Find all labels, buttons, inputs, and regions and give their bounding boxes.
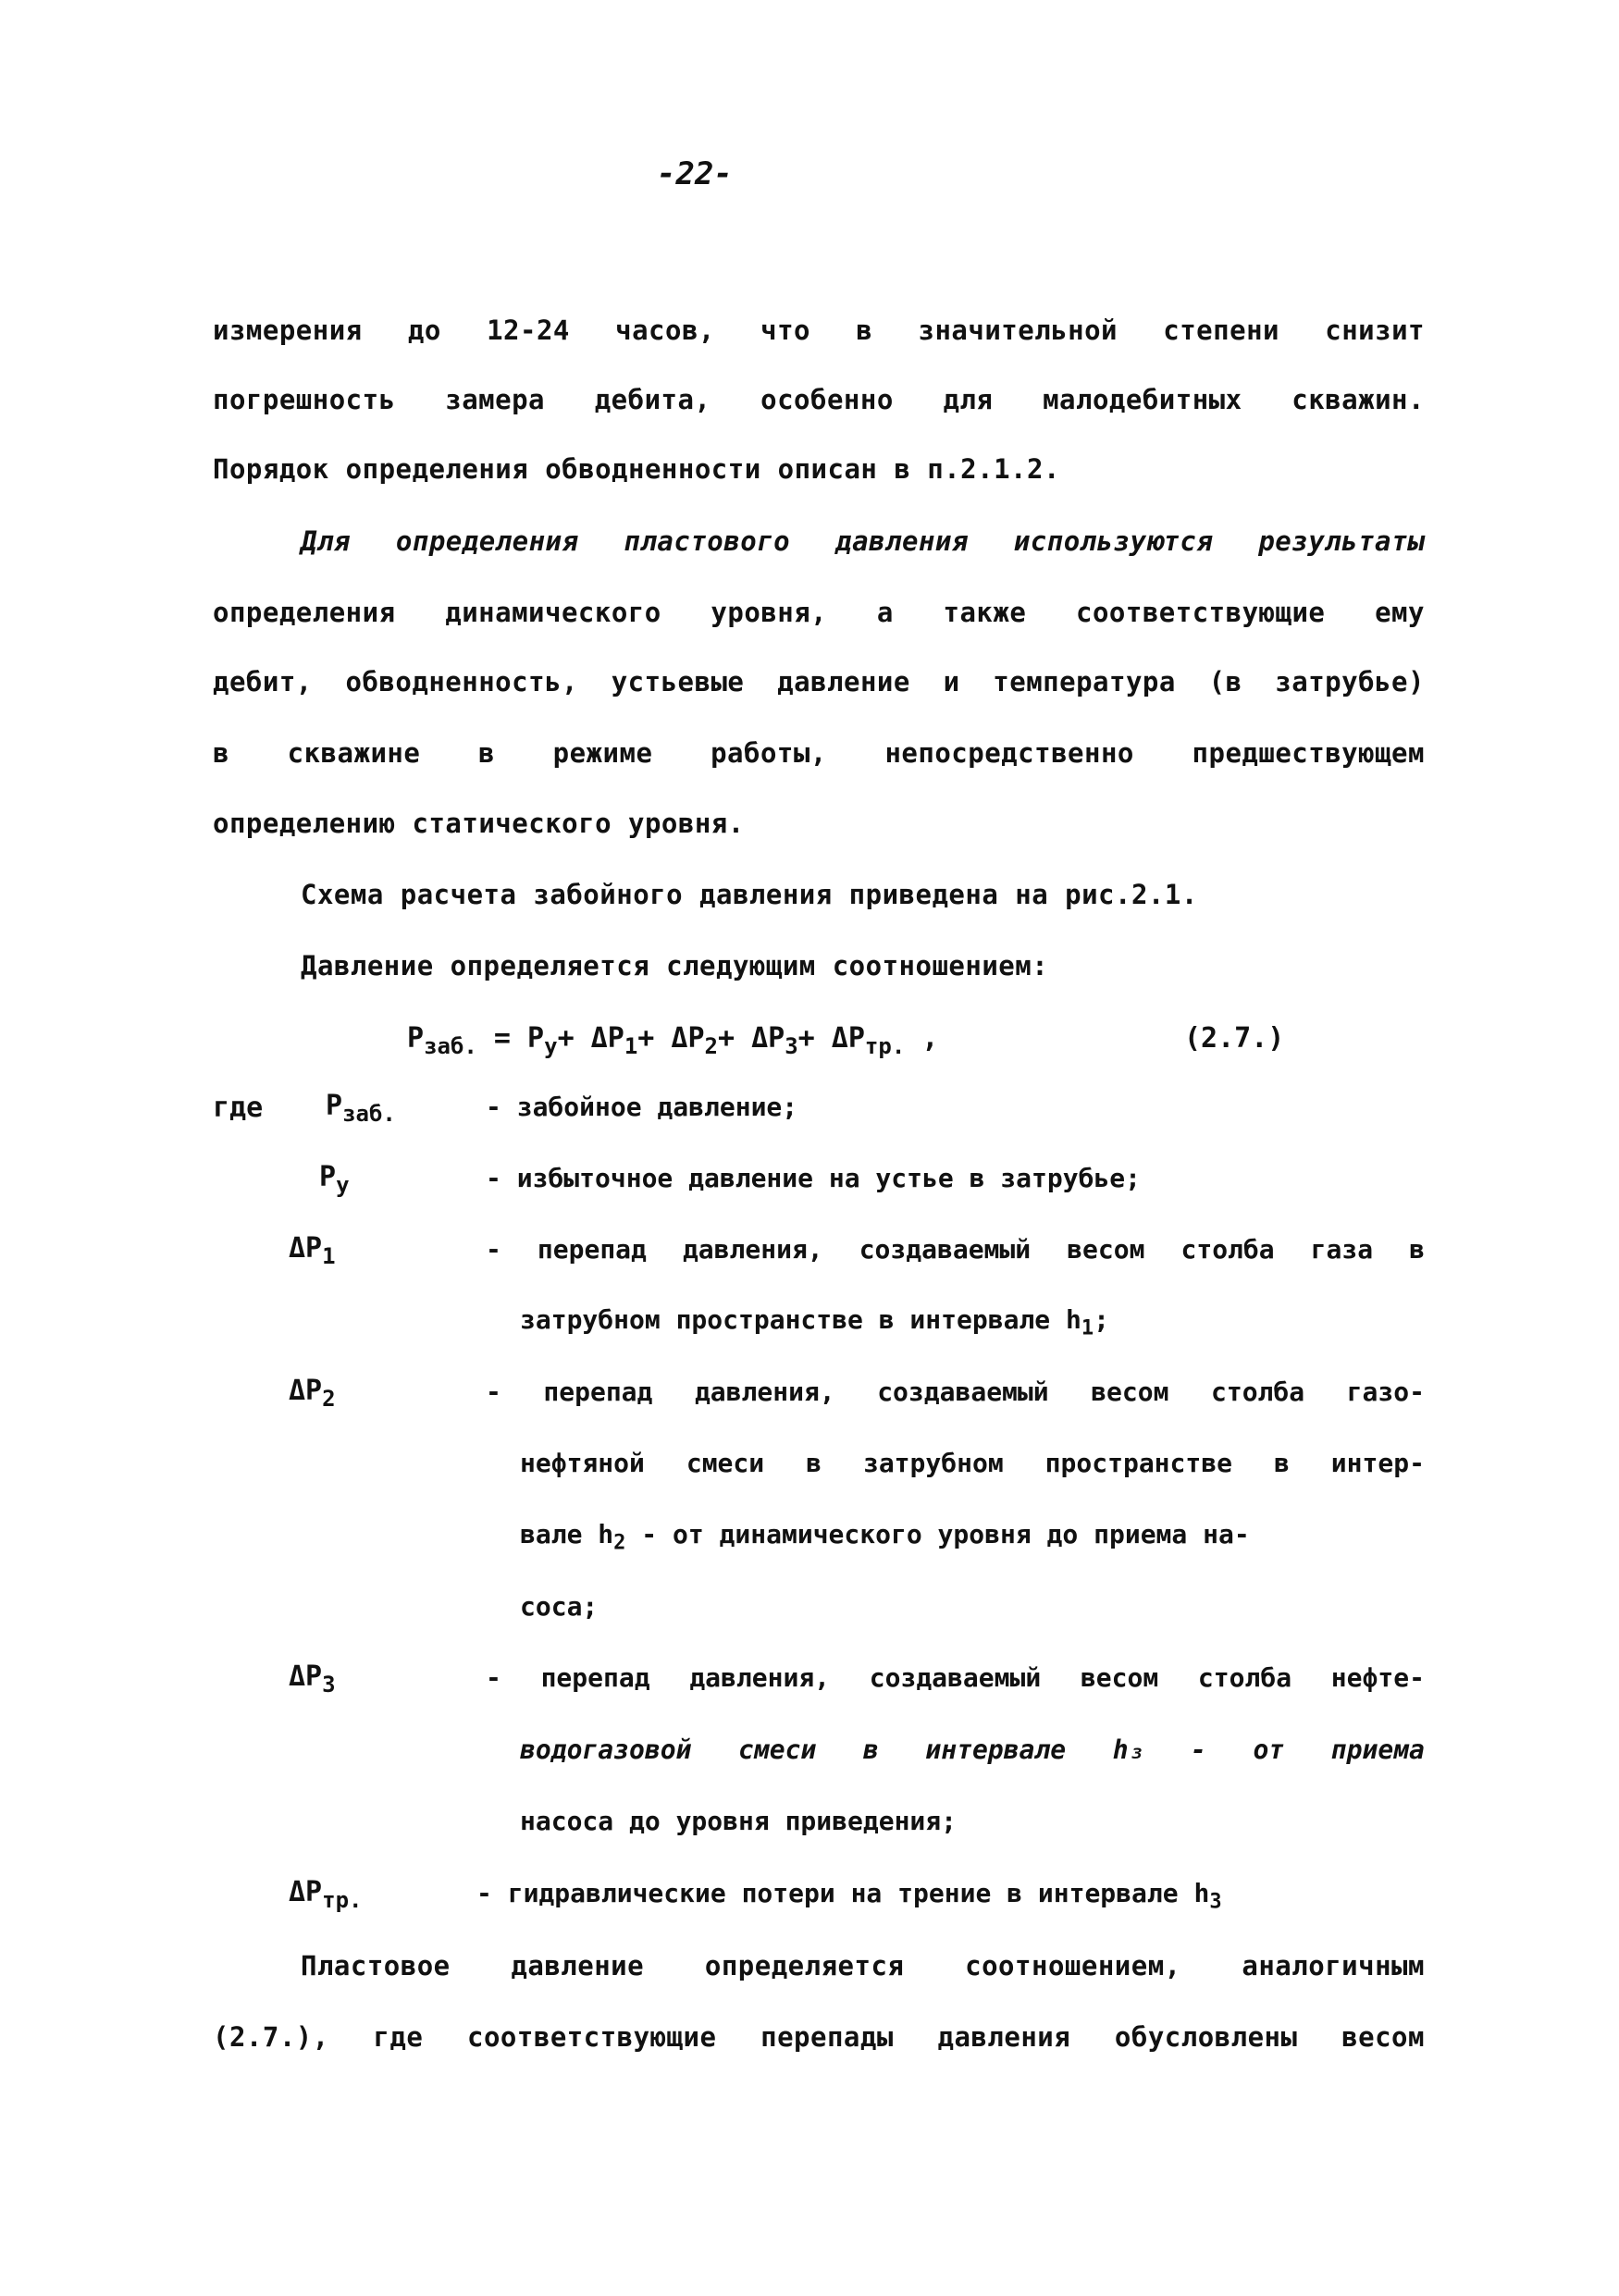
word: замера [445,384,546,415]
symbol-dp3: $\Delta P_3$ [289,1660,336,1697]
word: давление [777,666,910,697]
word: скважин. [1291,384,1425,415]
paragraph-line [213,315,1425,346]
word: часов, [615,315,715,346]
definition-dp3-line3: насоса до уровня приведения; [520,1806,958,1836]
word: 12-24 [487,315,570,346]
symbol-dp2: $\Delta P_2$ [289,1375,336,1412]
word: - [486,1662,501,1693]
word: весом [1341,2021,1425,2053]
word: в [478,737,495,769]
definition-dp2-line3: вале $h_2$ - от динамического уровня до приема на- [520,1519,1250,1555]
word: затрубном [862,1448,1004,1478]
word: - [486,1376,501,1407]
word: для [943,384,994,415]
word: устьевые [611,666,745,697]
paragraph-line: определению статического уровня. [213,808,745,839]
word: скважине [287,737,421,769]
word: в [806,1448,822,1478]
paragraph-line: Схема расчета забойного давления приведена на рис.2.1. [301,879,1198,910]
word: - [486,1234,501,1265]
word: интер- [1330,1448,1425,1478]
paragraph-line [213,2021,1425,2053]
word: Для [301,525,351,557]
word: используются [1013,525,1214,557]
word: создаваемый [877,1376,1049,1407]
definition-dp-tr: - гидравлические потери на трение в интервале $h_3$ [476,1878,1222,1914]
word: весом [1067,1234,1145,1265]
definition-dp3-line1 [486,1662,1425,1693]
word: в [1409,1234,1425,1265]
word: смеси [738,1734,817,1765]
word: перепад [543,1376,653,1407]
word: затрубье) [1275,666,1425,697]
word: смеси [686,1448,765,1478]
word: обусловлены [1114,2021,1298,2053]
paragraph-line: Порядок определения обводненности описан в п.2.1.2. [213,453,1060,485]
definition-p-u: - избыточное давление на устье в затрубье; [486,1163,1142,1193]
word: (в [1208,666,1242,697]
word: Пластовое [301,1950,451,1981]
word: давление [511,1950,645,1981]
word: создаваемый [869,1662,1042,1693]
paragraph-line [301,525,1425,557]
symbol-dp-tr: $\Delta P_{тр.}$ [289,1876,363,1913]
word: в [1273,1448,1290,1478]
word: давления, [689,1662,831,1693]
word: значительной [918,315,1118,346]
word: в [856,315,873,346]
definition-dp3-line2 [520,1734,1425,1765]
definition-dp2-line4: соса; [520,1591,599,1622]
word: динамического [445,597,661,628]
word: соответствующие [467,2021,717,2053]
word: перепад [540,1662,650,1693]
word: столба [1180,1234,1275,1265]
symbol-p-u: $P_у$ [319,1161,350,1198]
word: дебита, [594,384,711,415]
word: что [760,315,811,346]
word: определяется [704,1950,905,1981]
where-label: где [213,1092,264,1124]
word: а [876,597,894,628]
word: предшествующем [1192,737,1425,769]
paragraph-line [213,737,1425,769]
word: пространстве [1044,1448,1232,1478]
word: давления, [694,1376,835,1407]
word: дебит, [213,666,313,697]
word: аналогичным [1242,1950,1425,1981]
word: соответствующие [1075,597,1326,628]
word: - [1191,1734,1206,1765]
paragraph-line [213,384,1425,415]
word: давления [937,2021,1071,2053]
word: результаты [1258,525,1425,557]
word: обводненность, [345,666,578,697]
symbol-dp1: $\Delta P_1$ [289,1232,336,1269]
word: столба [1197,1662,1292,1693]
word: весом [1091,1376,1169,1407]
word: непосредственно [884,737,1134,769]
word: соотношением, [965,1950,1181,1981]
word: режиме [552,737,653,769]
word: в [862,1734,879,1765]
word: газа [1310,1234,1374,1265]
word: малодебитных [1043,384,1242,415]
word: ему [1375,597,1425,628]
word: работы, [711,737,827,769]
word: до [407,315,441,346]
word: определения [395,525,579,557]
word: водогазовой [520,1734,692,1765]
word: создаваемый [859,1234,1032,1265]
definition-dp2-line2 [520,1448,1425,1478]
word: определения [213,597,396,628]
paragraph-line [213,666,1425,697]
word: уровня, [711,597,828,628]
word: степени [1163,315,1279,346]
word: перепад [537,1234,647,1265]
equation-number: (2.7.) [1184,1022,1285,1055]
word: столба [1210,1376,1305,1407]
definition-dp1-line2: затрубном пространстве в интервале $h_1$; [520,1304,1109,1340]
equation: $P_{заб.} = P_у+ \Delta P_1+ \Delta P_2+ \Delta P_3+ \Delta P_{тр.}$ , [407,1022,939,1059]
word: снизит [1325,315,1425,346]
word: также [943,597,1027,628]
word: где [373,2021,424,2053]
word: газо- [1346,1376,1425,1407]
page-number: -22- [657,155,733,192]
paragraph-line [213,597,1425,628]
word: давления [835,525,969,557]
word: h₃ [1112,1734,1144,1765]
word: от [1253,1734,1285,1765]
word: давления, [682,1234,823,1265]
definition-dp1-line1 [486,1234,1425,1265]
word: нефте- [1330,1662,1425,1693]
word: нефтяной [520,1448,645,1478]
word: особенно [760,384,894,415]
word: пластового [624,525,791,557]
word: весом [1080,1662,1159,1693]
word: и [943,666,960,697]
word: (2.7.), [213,2021,329,2053]
word: перепады [760,2021,894,2053]
paragraph-line [301,1950,1425,1981]
word: измерения [213,315,363,346]
word: в [213,737,229,769]
definition-dp2-line1 [486,1376,1425,1407]
word: интервале [925,1734,1067,1765]
word: погрешность [213,384,396,415]
definition-p-zab: - забойное давление; [486,1092,798,1122]
symbol-p-zab: $P_{заб.}$ [326,1090,396,1127]
word: температура [993,666,1176,697]
word: приема [1330,1734,1425,1765]
paragraph-line: Давление определяется следующим соотношением: [301,950,1049,981]
